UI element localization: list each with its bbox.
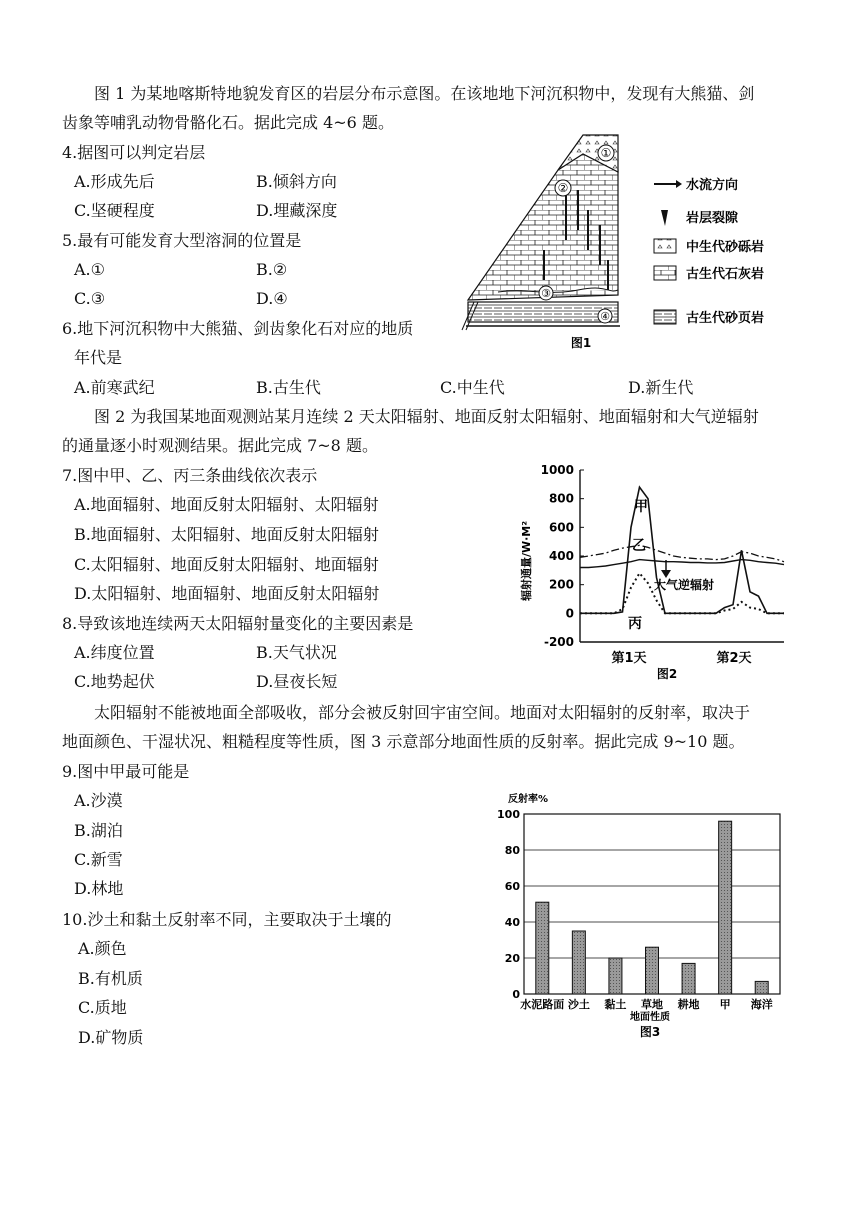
fig3-xtick-5: 甲 xyxy=(719,998,731,1011)
fig2-series-3 xyxy=(580,545,784,561)
fig3-bar-0 xyxy=(536,902,549,994)
legend-shale: 古生代砂页岩 xyxy=(686,311,765,326)
section2-intro-line1: 图 2 为我国某地面观测站某月连续 2 天太阳辐射、地面反射太阳辐射、地面辐射和大气逆辐射 xyxy=(94,407,759,426)
q9-option-a[interactable]: A.沙漠 xyxy=(74,791,123,810)
q8-option-c[interactable]: C.地势起伏 xyxy=(74,672,155,691)
section3-intro-line2: 地面颜色、干湿状况、粗糙程度等性质，图 3 示意部分地面性质的反射率。据此完成 9~10 题。 xyxy=(62,732,745,751)
fig3-xtick-1: 沙土 xyxy=(567,998,590,1011)
fig2-label-yi: 乙 xyxy=(632,538,646,554)
q7-option-c[interactable]: C.太阳辐射、地面反射太阳辐射、地面辐射 xyxy=(74,555,379,574)
q6-option-b[interactable]: B.古生代 xyxy=(256,378,321,397)
section1-intro-line2: 齿象等哺乳动物骨骼化石。据此完成 4~6 题。 xyxy=(62,113,394,132)
fig3-xtick-2: 黏土 xyxy=(604,998,627,1011)
section3-intro-line1: 太阳辐射不能被地面全部吸收，部分会被反射回宇宙空间。地面对太阳辐射的反射率，取决于 xyxy=(94,703,751,722)
figure-1 xyxy=(458,130,788,352)
fig1-label-3: ③ xyxy=(541,287,551,300)
q4-option-c[interactable]: C.坚硬程度 xyxy=(74,201,155,220)
fig2-label-jia: 甲 xyxy=(634,499,648,515)
q7-stem: 7.图中甲、乙、丙三条曲线依次表示 xyxy=(62,466,318,485)
fig3-bar-3 xyxy=(646,947,659,994)
figure-3 xyxy=(490,788,790,1046)
q9-option-c[interactable]: C.新雪 xyxy=(74,850,123,869)
legend-flow: 水流方向 xyxy=(686,178,739,193)
fig3-ytick-5: 100 xyxy=(497,808,520,821)
fig2-ytick-6: -200 xyxy=(543,635,574,649)
q6-option-c[interactable]: C.中生代 xyxy=(440,378,505,397)
fig3-xtick-0: 水泥路面 xyxy=(520,998,565,1011)
arrow-icon xyxy=(676,180,682,188)
fig2-ytick-5: 0 xyxy=(565,606,574,621)
fig3-bar-1 xyxy=(572,931,585,994)
q5-stem: 5.最有可能发育大型溶洞的位置是 xyxy=(62,231,302,250)
q4-option-d[interactable]: D.埋藏深度 xyxy=(256,201,338,220)
q10-option-a[interactable]: A.颜色 xyxy=(78,939,127,958)
legend-limestone: 古生代石灰岩 xyxy=(686,267,765,282)
fig2-ytick-0: 1000 xyxy=(540,463,574,477)
fig2-ytick-1: 800 xyxy=(548,491,574,506)
fig3-ytick-4: 80 xyxy=(504,844,520,857)
fig2-label-counter: 大气逆辐射 xyxy=(654,578,715,592)
q7-option-b[interactable]: B.地面辐射、太阳辐射、地面反射太阳辐射 xyxy=(74,525,379,544)
fig3-ytick-2: 40 xyxy=(504,916,520,929)
fig3-xtick-4: 耕地 xyxy=(677,998,700,1011)
q5-option-c[interactable]: C.③ xyxy=(74,289,106,308)
q4-option-a[interactable]: A.形成先后 xyxy=(74,172,155,191)
fig2-ytick-3: 400 xyxy=(548,549,574,563)
figure-2 xyxy=(514,456,804,682)
q10-option-c[interactable]: C.质地 xyxy=(78,998,127,1017)
q9-option-d[interactable]: D.林地 xyxy=(74,879,124,898)
legend-gravel: 中生代砂砾岩 xyxy=(686,240,765,255)
q4-stem: 4.据图可以判定岩层 xyxy=(62,143,206,162)
q6-stem-line1: 6.地下河沉积物中大熊猫、剑齿象化石对应的地质 xyxy=(62,319,414,338)
q6-stem-line2: 年代是 xyxy=(74,348,123,367)
fig2-label-bing: 丙 xyxy=(628,616,642,632)
fig3-bar-4 xyxy=(682,963,695,994)
q8-option-b[interactable]: B.天气状况 xyxy=(256,643,337,662)
fig2-ytick-4: 200 xyxy=(548,577,574,592)
fig2-xtick-day1: 第1天 xyxy=(611,651,647,666)
q10-option-d[interactable]: D.矿物质 xyxy=(78,1028,144,1047)
q10-option-b[interactable]: B.有机质 xyxy=(78,969,143,988)
q9-option-b[interactable]: B.湖泊 xyxy=(74,821,123,840)
q9-stem: 9.图中甲最可能是 xyxy=(62,762,190,781)
q8-option-a[interactable]: A.纬度位置 xyxy=(74,643,155,662)
section2-intro-line2: 的通量逐小时观测结果。据此完成 7~8 题。 xyxy=(62,436,378,455)
fig3-xtick-6: 海洋 xyxy=(750,998,773,1011)
q10-stem: 10.沙土和黏土反射率不同，主要取决于土壤的 xyxy=(62,910,392,929)
fig1-label-1: ① xyxy=(600,146,612,160)
q6-option-a[interactable]: A.前寒武纪 xyxy=(74,378,155,397)
fig1-label-4: ④ xyxy=(600,310,610,323)
fig3-bar-6 xyxy=(755,981,768,994)
fig2-ytick-2: 600 xyxy=(548,520,574,535)
q7-option-a[interactable]: A.地面辐射、地面反射太阳辐射、太阳辐射 xyxy=(74,495,379,514)
arrow-down-icon xyxy=(661,570,671,578)
fig1-label-2: ② xyxy=(557,181,569,195)
fig3-ytick-3: 60 xyxy=(504,880,520,893)
fig2-series-1 xyxy=(580,560,784,568)
fig1-legend xyxy=(654,177,764,326)
legend-crack: 岩层裂隙 xyxy=(686,211,739,226)
crack-icon xyxy=(661,210,668,226)
fig2-caption: 图2 xyxy=(656,667,678,681)
fig3-bar-5 xyxy=(719,821,732,994)
fig2-ylabel: 辐射通量/W·M² xyxy=(520,520,533,602)
fig2-series-0 xyxy=(580,487,784,613)
q7-option-d[interactable]: D.太阳辐射、地面辐射、地面反射太阳辐射 xyxy=(74,584,380,603)
fig3-ytick-0: 0 xyxy=(512,988,520,1001)
q4-option-b[interactable]: B.倾斜方向 xyxy=(256,172,337,191)
q5-option-d[interactable]: D.④ xyxy=(256,289,288,308)
fig3-xlabel: 地面性质 xyxy=(630,1012,670,1023)
fig3-ytick-1: 20 xyxy=(504,952,520,965)
q8-stem: 8.导致该地连续两天太阳辐射量变化的主要因素是 xyxy=(62,614,414,633)
fig3-caption: 图3 xyxy=(639,1025,661,1039)
shale-layer xyxy=(468,302,618,322)
q8-option-d[interactable]: D.昼夜长短 xyxy=(256,672,338,691)
section1-intro-line1: 图 1 为某地喀斯特地貌发育区的岩层分布示意图。在该地地下河沉积物中，发现有大熊猫、剑 xyxy=(94,84,755,103)
fig3-ylabel: 反射率% xyxy=(508,794,549,805)
fig2-xtick-day2: 第2天 xyxy=(716,651,752,666)
fig3-xtick-3: 草地 xyxy=(641,998,663,1011)
q5-option-a[interactable]: A.① xyxy=(74,260,105,279)
q5-option-b[interactable]: B.② xyxy=(256,260,288,279)
fig1-caption: 图1 xyxy=(570,336,592,350)
fig3-bar-2 xyxy=(609,958,622,994)
q6-option-d[interactable]: D.新生代 xyxy=(628,378,694,397)
